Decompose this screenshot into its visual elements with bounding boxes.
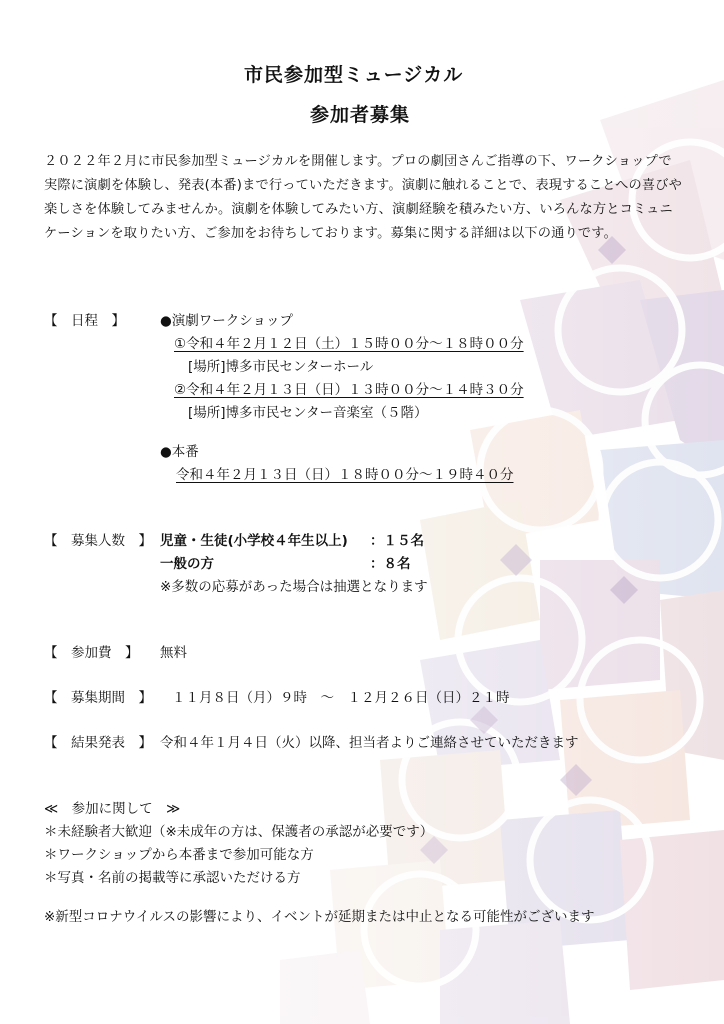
period-label: 【 募集期間 】 [44, 690, 152, 706]
period-value: １１月８日（月）９時 ～ １２月２６日（日）２１時 [172, 690, 510, 706]
capacity-row1-value: ：１５名 [370, 533, 424, 549]
session2-place: [場所]博多市民センター音楽室（５階） [188, 405, 428, 421]
session1-date: ①令和４年２月１２日（土）１５時００分～１８時００分 [174, 336, 524, 352]
result-label: 【 結果発表 】 [44, 735, 152, 751]
show-heading: ●本番 [160, 444, 199, 460]
page-subtitle: 参加者募集 [310, 104, 411, 126]
capacity-note: ※多数の応募があった場合は抽選となります [160, 579, 428, 595]
page-title: 市民参加型ミュージカル [244, 64, 464, 86]
capacity-row1-label: 児童・生徒(小学校４年生以上) [160, 533, 348, 549]
note-item: ＊写真・名前の掲載等に承認いただける方 [44, 870, 301, 886]
fee-label: 【 参加費 】 [44, 645, 139, 661]
capacity-row2-value: ：８名 [370, 556, 411, 572]
note-item: ＊未経験者大歓迎（※未成年の方は、保護者の承認が必要です） [44, 824, 434, 840]
covid-note: ※新型コロナウイルスの影響により、イベントが延期または中止となる可能性がございます [44, 909, 595, 925]
result-value: 令和４年１月４日（火）以降、担当者よりご連絡させていただきます [160, 735, 579, 751]
workshop-heading: ●演劇ワークショップ [160, 313, 294, 329]
session1-place: [場所]博多市民センターホール [188, 359, 374, 375]
note-item: ＊ワークショップから本番まで参加可能な方 [44, 847, 314, 863]
intro-paragraph: ２０２２年２月に市民参加型ミュージカルを開催します。プロの劇団さんご指導の下、ワークショップで実際に演劇を体験し、発表(本番)まで行っていただきます。演劇に触れることで、表現することへの喜びや楽しさを体験してみませんか。演劇を体験してみたい方、演劇経験を積みたい方、いろんな方とコミュニケーションを取りたい方、ご参加をお待ちしております。募集に関する詳細は以下の通りです。 [44, 154, 683, 241]
capacity-label: 【 募集人数 】 [44, 533, 152, 549]
notes-heading: ≪ 参加に関して ≫ [44, 801, 181, 817]
session2-date: ②令和４年２月１３日（日）１３時００分～１４時３０分 [174, 382, 524, 398]
show-date: 令和４年２月１３日（日）１８時００分～１９時４０分 [176, 467, 514, 483]
schedule-label: 【 日程 】 [44, 313, 125, 329]
fee-value: 無料 [160, 645, 187, 661]
capacity-row2-label: 一般の方 [160, 556, 214, 572]
